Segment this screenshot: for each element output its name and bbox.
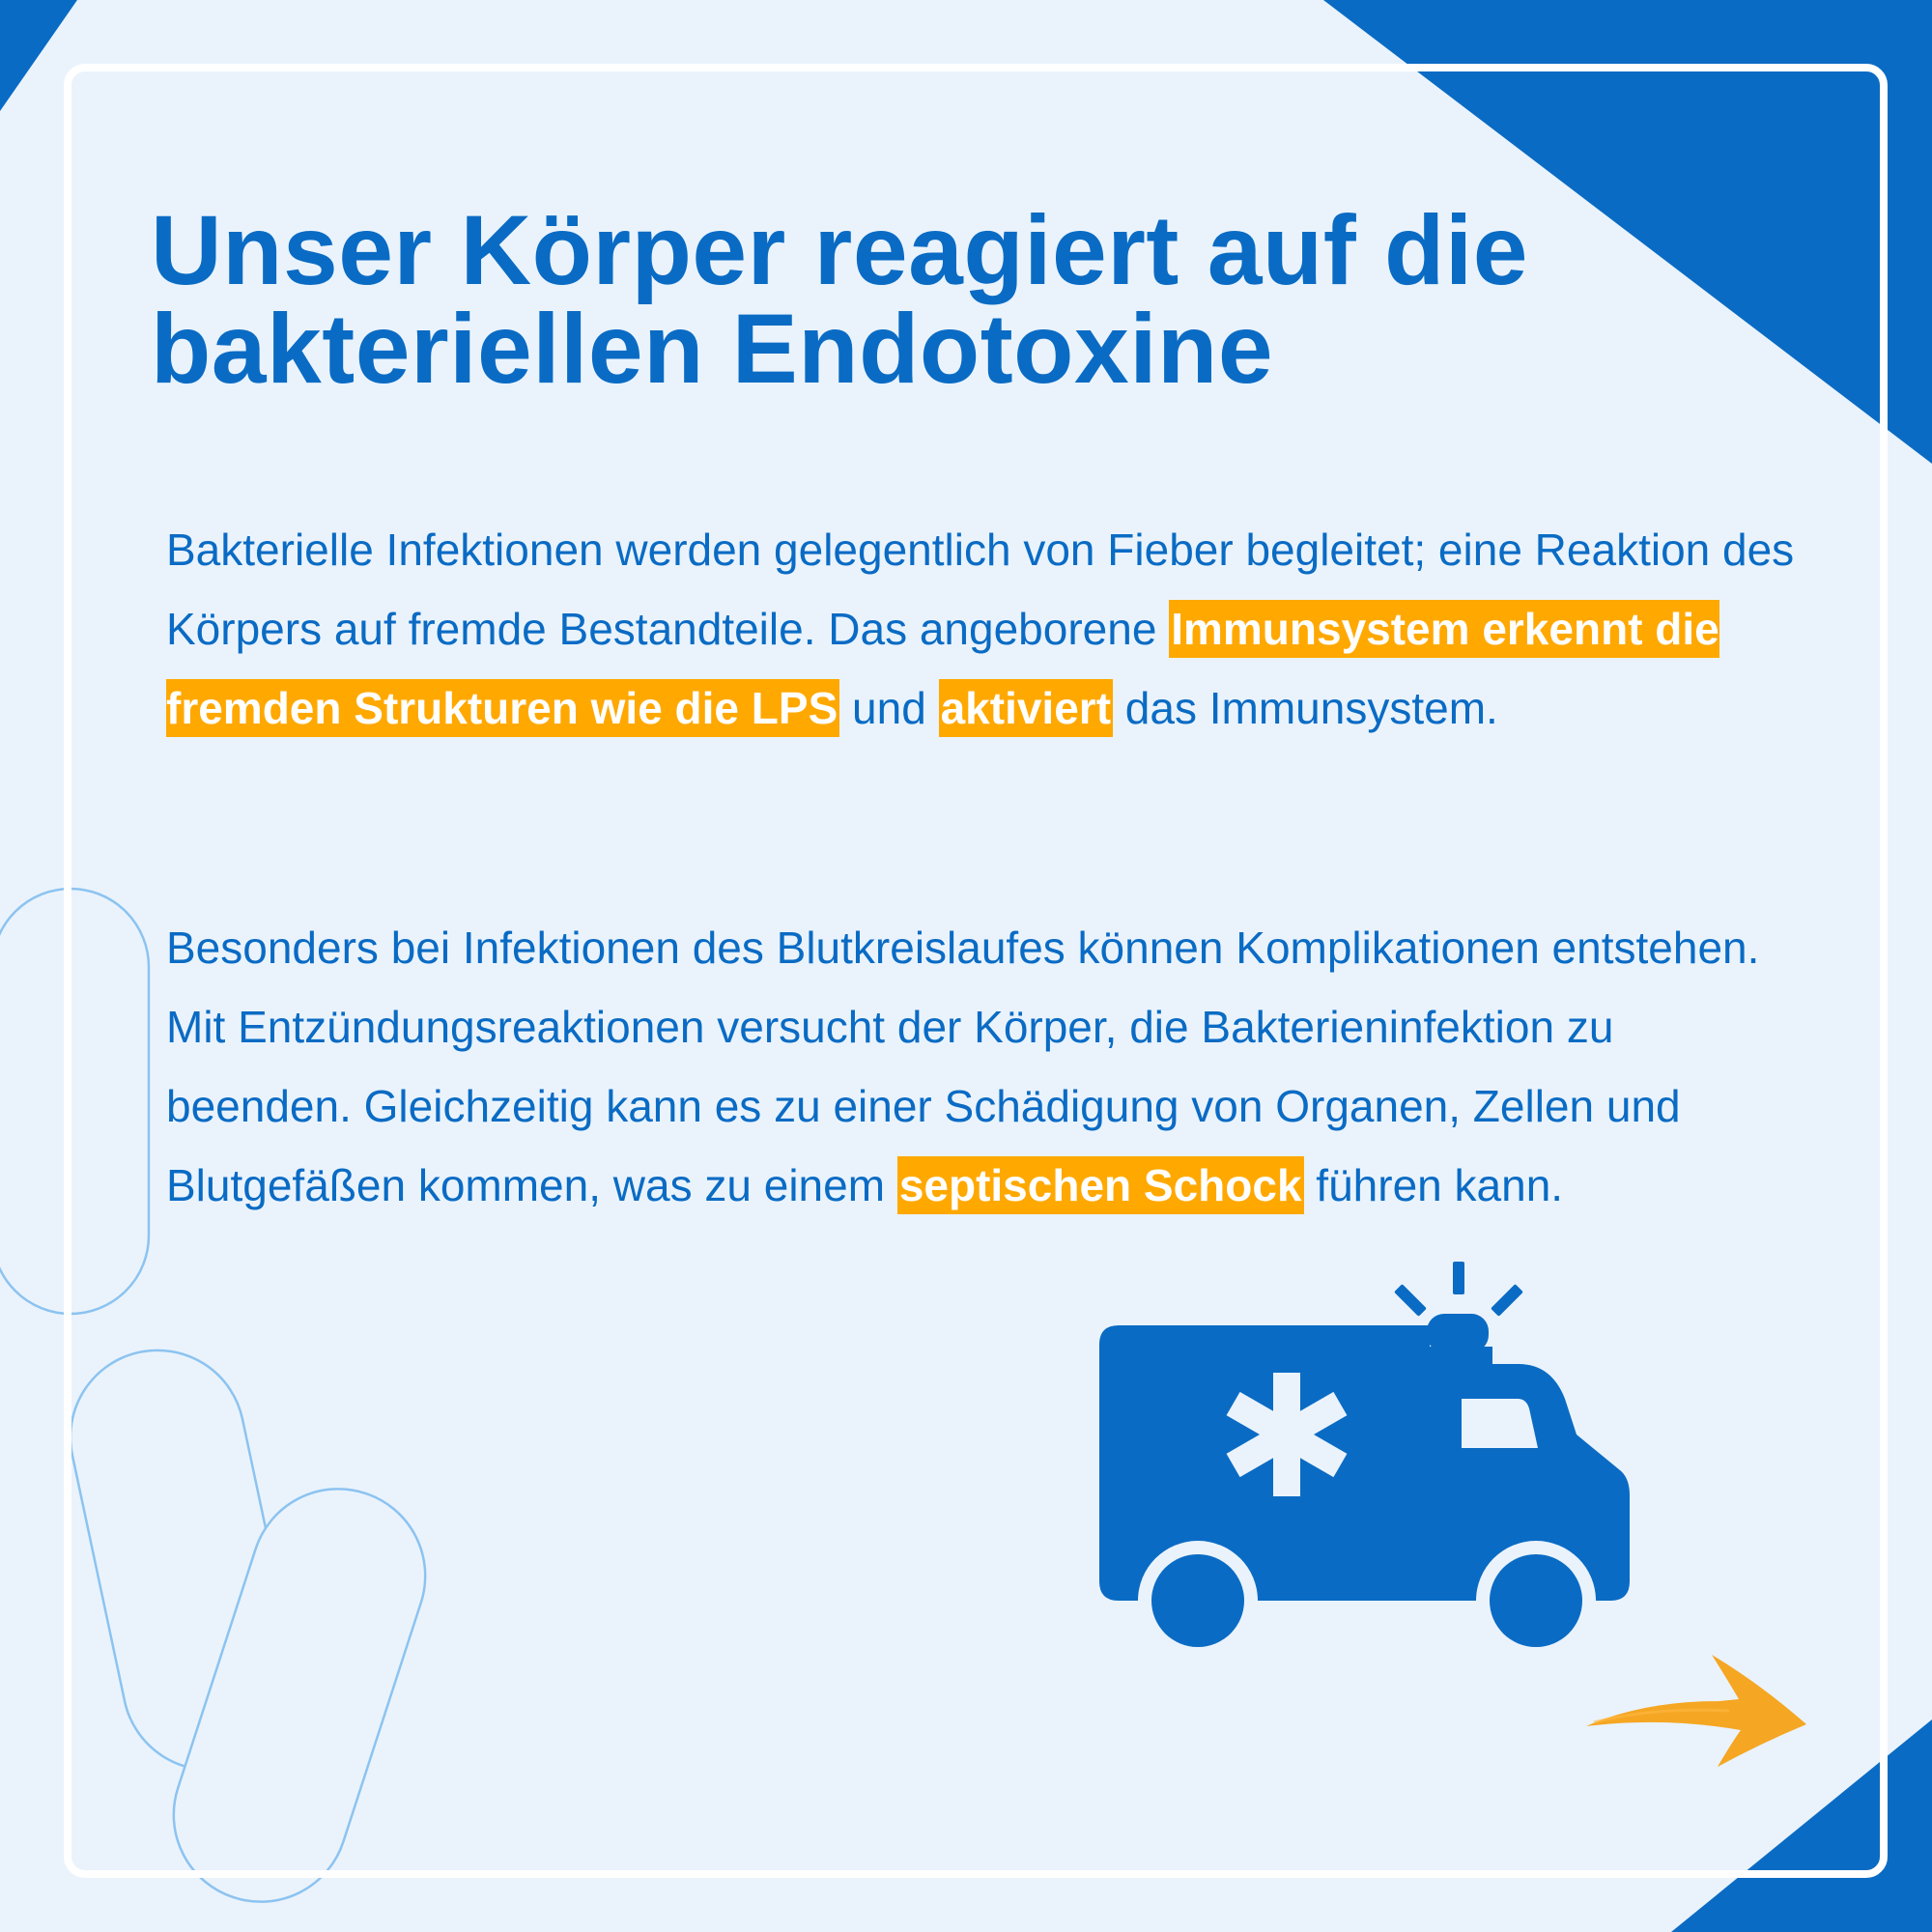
- page-title: [151, 195, 1793, 404]
- arrow-right-icon[interactable]: [1575, 1647, 1816, 1773]
- highlight-immune-recognition: Immunsystem erkennt die fremden Strukturen wie die LPS: [166, 600, 1719, 737]
- title-line-2: bakteriellen Endotoxine: [151, 294, 1274, 404]
- highlight-septic-shock: septischen Schock: [897, 1156, 1304, 1214]
- paragraph-immune-response: [166, 510, 1808, 748]
- paragraph-complications: [166, 908, 1808, 1225]
- highlight-activated: aktiviert: [939, 679, 1113, 737]
- paragraph-text: Besonders bei Infektionen des Blutkreislaufes können Komplikationen entstehen. Mit Entzündungsreaktionen versucht der Körper, die Bakterieninfektion zu beenden. Gleichzeitig kann es zu einer Schädigung von Organen, Zellen und Blutgefäßen kommen, was zu einem: [166, 923, 1760, 1210]
- title-line-1: Unser Körper reagiert auf die: [151, 195, 1528, 305]
- ambulance-icon: [1092, 1256, 1633, 1652]
- paragraph-text: und: [839, 683, 939, 733]
- paragraph-text: das Immunsystem.: [1113, 683, 1498, 733]
- paragraph-text: Bakterielle Infektionen werden gelegentlich von Fieber begleitet; eine Reaktion des Körpers auf fremde Bestandteile. Das angeborene: [166, 525, 1795, 654]
- paragraph-text: führen kann.: [1303, 1160, 1564, 1210]
